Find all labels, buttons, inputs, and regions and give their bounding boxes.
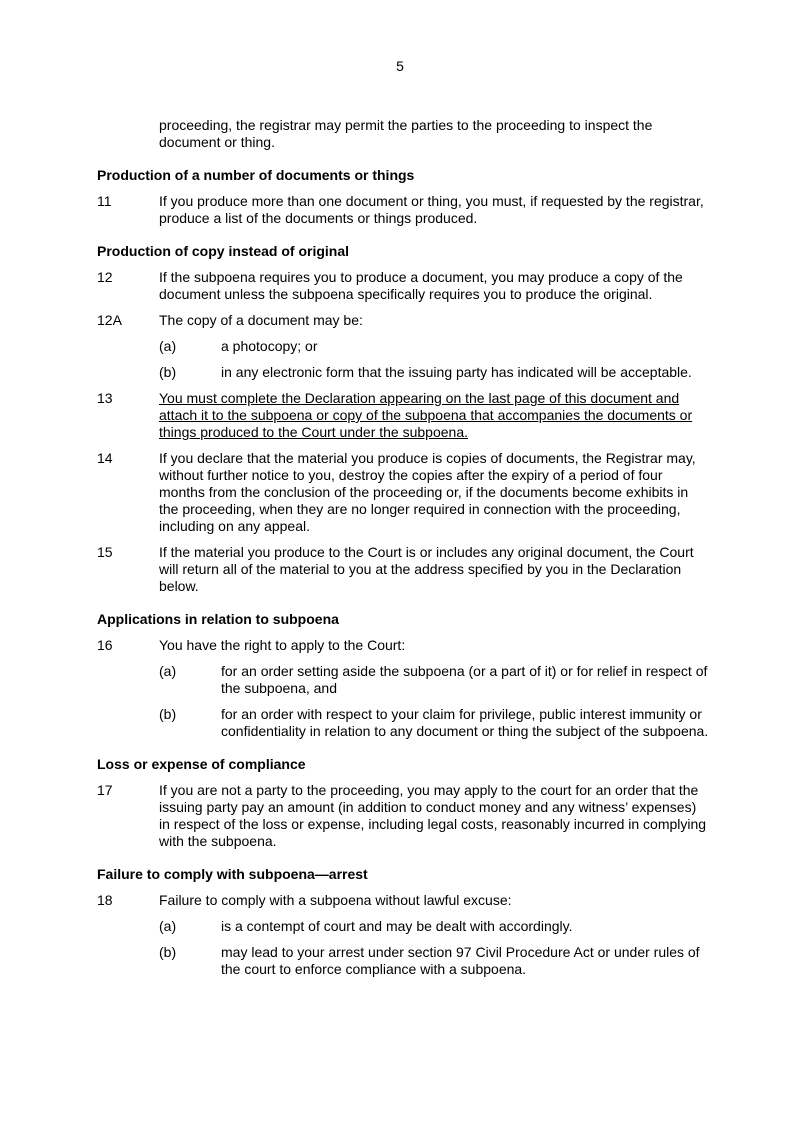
clause-number: 17	[97, 782, 113, 798]
clause-text: If you produce more than one document or thing, you must, if requested by the registrar, produce a list of the documents or things produced.	[159, 193, 704, 226]
sub-clause-label: (a)	[159, 918, 177, 934]
clause-13	[97, 390, 709, 441]
clause-text: You have the right to apply to the Court:	[159, 637, 406, 653]
clause-body	[159, 637, 709, 740]
clause-text: If the subpoena requires you to produce a document, you may produce a copy of the document unless the subpoena specifically requires you to produce the original.	[159, 269, 683, 302]
document-body	[97, 117, 709, 987]
sub-clauses	[159, 918, 709, 978]
clause-text: The copy of a document may be:	[159, 312, 363, 328]
sub-clause-b	[159, 364, 709, 381]
clause-number: 12	[97, 269, 113, 285]
clause-text-underlined: You must complete the Declaration appearing on the last page of this document and attach it to the subpoena or copy of the subpoena that accompanies the documents or things produced to the Court under the subpoena.	[159, 390, 693, 440]
section-heading-applications: Applications in relation to subpoena	[97, 611, 339, 627]
sub-clause-a	[159, 918, 709, 935]
sub-clause-label: (b)	[159, 364, 177, 380]
clause-number: 11	[97, 193, 112, 209]
sub-clause-text: in any electronic form that the issuing party has indicated will be acceptable.	[221, 364, 692, 380]
clause-text: If you declare that the material you produce is copies of documents, the Registrar may, without further notice to you, destroy the copies after the expiry of a period of four months from the conclusion of the proceeding or, if the documents become exhibits in the proceeding, when they are no longer required in connection with the proceeding, including on any appeal.	[159, 450, 696, 534]
clause-text: If you are not a party to the proceeding, you may apply to the court for an order that the issuing party pay an amount (in addition to conduct money and any witness’ expenses) in respect of the loss or expense, including legal costs, reasonably incurred in complying with the subpoena.	[159, 782, 707, 849]
section-heading-production-number: Production of a number of documents or things	[97, 167, 415, 183]
sub-clauses	[159, 338, 709, 381]
clause-12	[97, 269, 709, 303]
clause-body	[159, 892, 709, 978]
clause-17	[97, 782, 709, 850]
sub-clause-label: (a)	[159, 338, 177, 354]
clause-text: If the material you produce to the Court is or includes any original document, the Court will return all of the material to you at the address specified by you in the Declaration below.	[159, 544, 694, 594]
sub-clause-b	[159, 706, 709, 740]
clause-18	[97, 892, 709, 978]
clause-number: 16	[97, 637, 113, 653]
sub-clause-label: (a)	[159, 663, 177, 679]
clause-15	[97, 544, 709, 595]
sub-clause-a	[159, 338, 709, 355]
sub-clause-label: (b)	[159, 706, 177, 722]
continuation-paragraph: proceeding, the registrar may permit the parties to the proceeding to inspect the document or thing.	[159, 117, 653, 150]
clause-number: 13	[97, 390, 113, 406]
section-heading-production-copy: Production of copy instead of original	[97, 243, 350, 259]
page-number: 5	[396, 58, 404, 74]
sub-clauses	[159, 663, 709, 740]
sub-clause-text: is a contempt of court and may be dealt with accordingly.	[221, 918, 573, 934]
sub-clause-a	[159, 663, 709, 697]
sub-clause-text: a photocopy; or	[221, 338, 318, 354]
clause-12A	[97, 312, 709, 381]
sub-clause-text: for an order with respect to your claim for privilege, public interest immunity or confidentiality in relation to any document or thing the subject of the subpoena.	[221, 706, 709, 739]
clause-number: 12A	[97, 312, 122, 328]
sub-clause-text: may lead to your arrest under section 97 Civil Procedure Act or under rules of the court to enforce compliance with a subpoena.	[221, 944, 700, 977]
clause-14	[97, 450, 709, 535]
section-heading-loss-expense: Loss or expense of compliance	[97, 756, 306, 772]
clause-text: Failure to comply with a subpoena without lawful excuse:	[159, 892, 512, 908]
clause-number: 15	[97, 544, 113, 560]
sub-clause-text: for an order setting aside the subpoena (or a part of it) or for relief in respect of the subpoena, and	[221, 663, 708, 696]
clause-body	[159, 312, 709, 381]
clause-11	[97, 193, 709, 227]
clause-number: 18	[97, 892, 113, 908]
sub-clause-label: (b)	[159, 944, 177, 960]
sub-clause-b	[159, 944, 709, 978]
clause-16	[97, 637, 709, 740]
section-heading-failure-arrest: Failure to comply with subpoena—arrest	[97, 866, 368, 882]
clause-number: 14	[97, 450, 113, 466]
